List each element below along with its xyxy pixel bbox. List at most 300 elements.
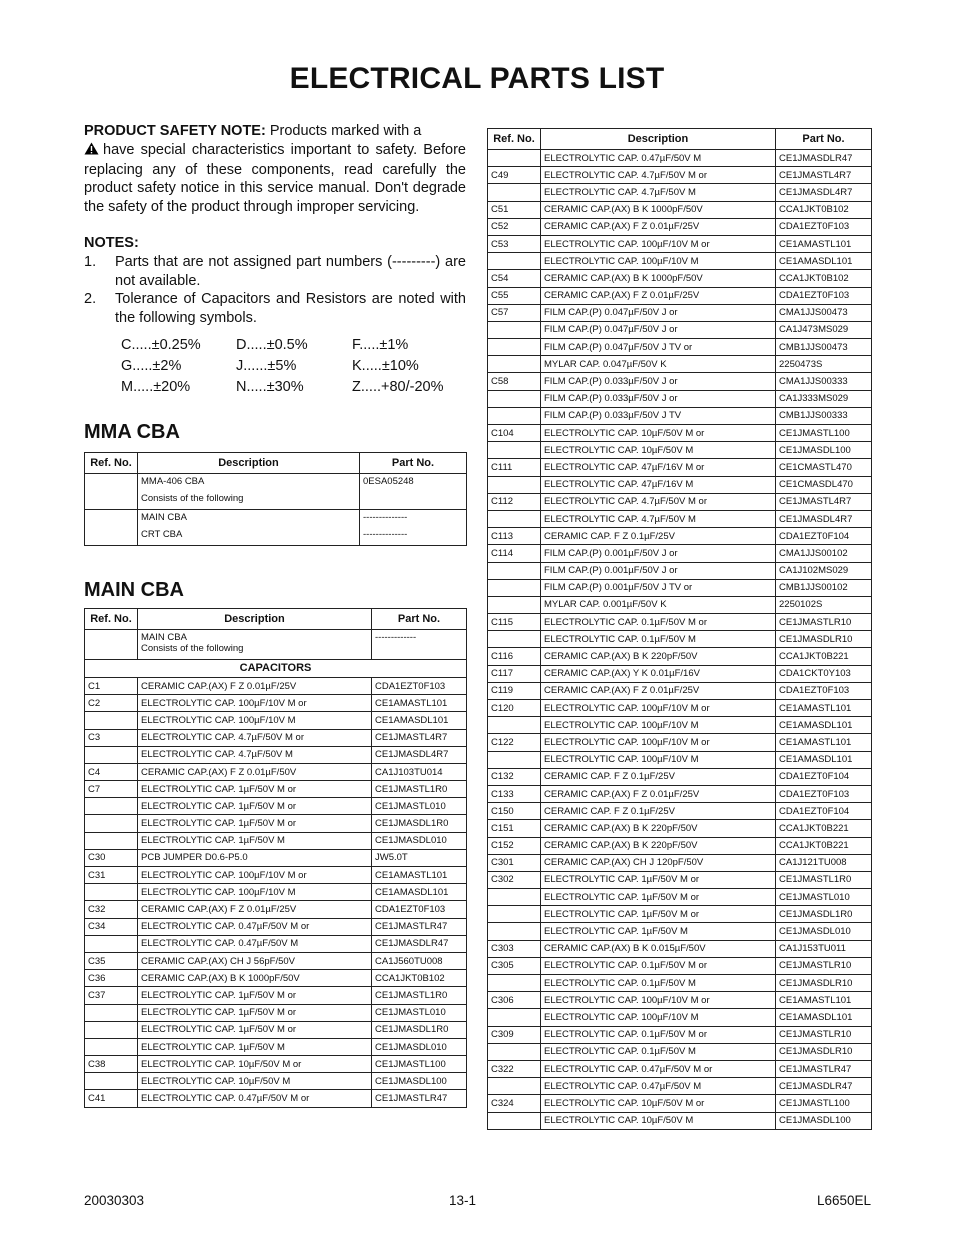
description-cell — [138, 629, 372, 659]
table-row — [85, 935, 467, 952]
part-cell: ------------- — [372, 629, 467, 659]
description-line: MAIN CBA — [141, 511, 187, 523]
tolerance-symbol: F.....±1% — [352, 336, 409, 353]
table-row — [488, 820, 872, 837]
description-line: Consists of the following — [141, 642, 244, 654]
part-cell: CE1JMASDL1R0 — [372, 815, 467, 832]
description-cell: ELECTROLYTIC CAP. 0.1µF/50V M — [541, 631, 776, 648]
part-cell: CDA1EZT0F104 — [776, 803, 872, 820]
description-cell: ELECTROLYTIC CAP. 100µF/10V M or — [138, 867, 372, 884]
part-cell: CE1JMASDL4R7 — [776, 510, 872, 527]
description-cell: ELECTROLYTIC CAP. 1µF/50V M or — [138, 815, 372, 832]
ref-cell: C7 — [85, 781, 138, 798]
table-row — [488, 785, 872, 802]
part-cell: CE1JMASTL1R0 — [776, 871, 872, 888]
part-cell: CE1JMASDLR10 — [776, 1043, 872, 1060]
part-cell: CDA1EZT0F104 — [776, 768, 872, 785]
category-label: CAPACITORS — [85, 659, 467, 677]
description-cell: ELECTROLYTIC CAP. 100µF/10V M — [541, 717, 776, 734]
table-row — [488, 1026, 872, 1043]
description-cell: CERAMIC CAP.(AX) F Z 0.01µF/25V — [541, 682, 776, 699]
table-row — [488, 957, 872, 974]
part-cell: CCA1JKT0B102 — [776, 270, 872, 287]
ref-cell: C35 — [85, 952, 138, 969]
description-cell: FILM CAP.(P) 0.047µF/50V J TV or — [541, 339, 776, 356]
table-row — [85, 815, 467, 832]
part-line: -------------- — [363, 528, 408, 540]
part-cell: CE1JMASDLR10 — [776, 631, 872, 648]
footer-page-number: 13-1 — [449, 1193, 477, 1208]
ref-cell: C41 — [85, 1090, 138, 1107]
table-row — [85, 729, 467, 746]
table-row — [85, 798, 467, 815]
tolerance-symbol: Z.....+80/-20% — [352, 378, 444, 395]
ref-header: Ref. No. — [488, 129, 541, 150]
description-cell: ELECTROLYTIC CAP. 1µF/50V M — [541, 923, 776, 940]
part-cell: CDA1EZT0F103 — [776, 785, 872, 802]
description-header: Description — [138, 608, 372, 629]
part-cell: CCA1JKT0B221 — [776, 820, 872, 837]
part-cell: CA1J102MS029 — [776, 562, 872, 579]
ref-cell — [488, 184, 541, 201]
part-cell: CE1JMASDL010 — [776, 923, 872, 940]
table-row — [488, 1112, 872, 1129]
description-line: Consists of the following — [141, 492, 244, 504]
table-row — [488, 1078, 872, 1095]
part-cell: CE1AMASTL101 — [776, 700, 872, 717]
notes-list — [84, 253, 466, 328]
ref-cell — [488, 923, 541, 940]
table-row — [488, 906, 872, 923]
ref-header: Ref. No. — [85, 608, 138, 629]
ref-cell: C53 — [488, 235, 541, 252]
description-cell: ELECTROLYTIC CAP. 1µF/50V M — [138, 832, 372, 849]
ref-cell: C114 — [488, 545, 541, 562]
table-row — [85, 901, 467, 918]
description-header: Description — [138, 452, 360, 473]
table-row — [85, 1021, 467, 1038]
description-cell: FILM CAP.(P) 0.033µF/50V J TV — [541, 407, 776, 424]
table-row — [488, 476, 872, 493]
description-line: MMA-406 CBA — [141, 475, 205, 487]
part-cell: CDA1EZT0F103 — [776, 287, 872, 304]
safety-note — [84, 122, 466, 217]
part-cell: CE1AMASTL101 — [776, 734, 872, 751]
table-row — [488, 854, 872, 871]
tolerance-symbol: C.....±0.25% — [121, 336, 201, 353]
table-row — [488, 201, 872, 218]
table-row — [488, 700, 872, 717]
ref-cell: C150 — [488, 803, 541, 820]
mma-cba-table — [84, 452, 467, 546]
ref-cell — [488, 253, 541, 270]
part-cell: CE1JMASDL010 — [372, 832, 467, 849]
description-cell: CERAMIC CAP.(AX) B K 220pF/50V — [541, 820, 776, 837]
table-row — [488, 1095, 872, 1112]
description-cell: ELECTROLYTIC CAP. 4.7µF/50V M or — [138, 729, 372, 746]
safety-note-text-a: Products marked with a — [269, 123, 422, 139]
ref-cell — [85, 1021, 138, 1038]
part-header: Part No. — [776, 129, 872, 150]
ref-cell: C4 — [85, 763, 138, 780]
part-cell: CMA1JJS00473 — [776, 304, 872, 321]
ref-header: Ref. No. — [85, 452, 138, 473]
description-cell: ELECTROLYTIC CAP. 47µF/16V M or — [541, 459, 776, 476]
part-cell: CE1JMASDL1R0 — [776, 906, 872, 923]
description-line: CRT CBA — [141, 528, 183, 540]
description-cell: ELECTROLYTIC CAP. 10µF/50V M — [541, 442, 776, 459]
table-row — [488, 923, 872, 940]
table-row — [85, 884, 467, 901]
part-cell: CMB1JJS00473 — [776, 339, 872, 356]
ref-cell — [85, 815, 138, 832]
description-cell: CERAMIC CAP. F Z 0.1µF/25V — [541, 528, 776, 545]
part-cell: CCA1JKT0B221 — [776, 837, 872, 854]
description-cell: ELECTROLYTIC CAP. 0.47µF/50V M or — [541, 1060, 776, 1077]
ref-cell: C104 — [488, 425, 541, 442]
table-row — [488, 579, 872, 596]
part-cell: CE1JMASTL010 — [372, 1004, 467, 1021]
part-cell: 2250102S — [776, 596, 872, 613]
part-cell: CE1AMASTL101 — [372, 695, 467, 712]
description-cell: CERAMIC CAP.(AX) CH J 120pF/50V — [541, 854, 776, 871]
description-cell: ELECTROLYTIC CAP. 100µF/10V M — [541, 751, 776, 768]
table-row — [85, 970, 467, 987]
part-cell: CE1JMASTL100 — [372, 1056, 467, 1073]
description-cell: ELECTROLYTIC CAP. 0.1µF/50V M — [541, 1043, 776, 1060]
ref-cell — [488, 717, 541, 734]
table-row — [488, 751, 872, 768]
part-cell: 2250473S — [776, 356, 872, 373]
description-cell: ELECTROLYTIC CAP. 1µF/50V M or — [138, 798, 372, 815]
part-cell: CE1JMASDL010 — [372, 1038, 467, 1055]
ref-cell — [488, 339, 541, 356]
part-cell: CE1JMASDL100 — [776, 1112, 872, 1129]
tolerance-grid — [121, 337, 466, 395]
ref-cell — [488, 1009, 541, 1026]
description-cell: CERAMIC CAP.(AX) F Z 0.01µF/25V — [541, 287, 776, 304]
description-cell: FILM CAP.(P) 0.001µF/50V J TV or — [541, 579, 776, 596]
part-cell: CA1J473MS029 — [776, 321, 872, 338]
ref-cell — [85, 746, 138, 763]
description-cell: ELECTROLYTIC CAP. 1µF/50V M or — [138, 1004, 372, 1021]
part-header: Part No. — [372, 608, 467, 629]
table-row — [488, 459, 872, 476]
ref-cell: C34 — [85, 918, 138, 935]
description-cell: ELECTROLYTIC CAP. 100µF/10V M — [541, 253, 776, 270]
ref-cell: C58 — [488, 373, 541, 390]
note-number: 1. — [84, 253, 97, 270]
ref-cell: C116 — [488, 648, 541, 665]
description-cell: ELECTROLYTIC CAP. 1µF/50V M or — [138, 781, 372, 798]
ref-cell: C152 — [488, 837, 541, 854]
table-row — [85, 867, 467, 884]
table-row — [488, 975, 872, 992]
description-cell: CERAMIC CAP.(AX) B K 1000pF/50V — [541, 201, 776, 218]
ref-cell: C112 — [488, 493, 541, 510]
description-cell: ELECTROLYTIC CAP. 100µF/10V M or — [541, 700, 776, 717]
part-cell: CDA1CKT0Y103 — [776, 665, 872, 682]
part-cell: CDA1EZT0F103 — [776, 682, 872, 699]
table-row — [488, 235, 872, 252]
part-cell: CE1JMASDLR47 — [372, 935, 467, 952]
description-cell: ELECTROLYTIC CAP. 1µF/50V M — [138, 1038, 372, 1055]
ref-cell: C306 — [488, 992, 541, 1009]
table-row — [488, 665, 872, 682]
part-cell: JW5.0T — [372, 849, 467, 866]
description-cell: MYLAR CAP. 0.047µF/50V K — [541, 356, 776, 373]
part-cell: CE1JMASTL100 — [776, 425, 872, 442]
part-cell: CE1JMASDL4R7 — [776, 184, 872, 201]
part-cell: CE1AMASDL101 — [776, 717, 872, 734]
part-cell: CE1JMASDLR10 — [776, 975, 872, 992]
table-row — [85, 629, 467, 659]
description-cell: ELECTROLYTIC CAP. 10µF/50V M or — [138, 1056, 372, 1073]
part-cell: CE1CMASDL470 — [776, 476, 872, 493]
description-cell: CERAMIC CAP. F Z 0.1µF/25V — [541, 768, 776, 785]
description-cell: ELECTROLYTIC CAP. 100µF/10V M — [541, 1009, 776, 1026]
description-cell: CERAMIC CAP.(AX) B K 1000pF/50V — [138, 970, 372, 987]
description-cell: CERAMIC CAP.(AX) CH J 56pF/50V — [138, 952, 372, 969]
description-cell: ELECTROLYTIC CAP. 0.47µF/50V M — [138, 935, 372, 952]
description-cell: CERAMIC CAP.(AX) F Z 0.01µF/25V — [138, 677, 372, 694]
ref-cell: C51 — [488, 201, 541, 218]
table-row — [488, 270, 872, 287]
part-cell: CDA1EZT0F103 — [372, 677, 467, 694]
part-cell: CA1J560TU008 — [372, 952, 467, 969]
ref-cell: C36 — [85, 970, 138, 987]
footer-model: L6650EL — [816, 1193, 871, 1208]
part-cell: CE1JMASDL1R0 — [372, 1021, 467, 1038]
ref-cell — [488, 562, 541, 579]
table-row — [488, 631, 872, 648]
tolerance-symbol: N.....±30% — [236, 378, 304, 395]
table-row — [85, 849, 467, 866]
table-row — [488, 167, 872, 184]
ref-cell: C52 — [488, 218, 541, 235]
note-item — [84, 290, 466, 328]
ref-cell — [85, 473, 138, 509]
table-row — [488, 528, 872, 545]
description-cell: CERAMIC CAP.(AX) F Z 0.01µF/50V — [138, 763, 372, 780]
part-cell: CMA1JJS00333 — [776, 373, 872, 390]
part-cell: CE1AMASDL101 — [372, 712, 467, 729]
ref-cell: C113 — [488, 528, 541, 545]
table-row — [488, 356, 872, 373]
part-cell: CE1JMASDLR47 — [776, 150, 872, 167]
part-cell: CE1AMASTL101 — [372, 867, 467, 884]
ref-cell — [488, 906, 541, 923]
description-cell: ELECTROLYTIC CAP. 100µF/10V M or — [541, 235, 776, 252]
description-cell: ELECTROLYTIC CAP. 0.47µF/50V M or — [138, 918, 372, 935]
ref-cell — [488, 1112, 541, 1129]
ref-cell — [85, 1004, 138, 1021]
part-header: Part No. — [360, 452, 467, 473]
part-cell: CMB1JJS00333 — [776, 407, 872, 424]
part-cell: CE1JMASTL4R7 — [776, 493, 872, 510]
ref-cell: C1 — [85, 677, 138, 694]
main-cba-heading: MAIN CBA — [84, 578, 184, 601]
ref-cell: C115 — [488, 614, 541, 631]
description-cell: ELECTROLYTIC CAP. 10µF/50V M or — [541, 425, 776, 442]
table-row — [85, 1056, 467, 1073]
ref-cell — [488, 751, 541, 768]
table-row — [488, 150, 872, 167]
note-number: 2. — [84, 291, 97, 308]
ref-cell: C301 — [488, 854, 541, 871]
description-cell: ELECTROLYTIC CAP. 0.47µF/50V M — [541, 1078, 776, 1095]
part-cell: CE1JMASTL1R0 — [372, 781, 467, 798]
ref-cell — [488, 1078, 541, 1095]
part-cell: CE1JMASTL4R7 — [776, 167, 872, 184]
tolerance-symbol: K.....±10% — [352, 357, 419, 374]
table-row — [488, 218, 872, 235]
ref-cell — [85, 884, 138, 901]
table-row — [488, 717, 872, 734]
table-row — [488, 734, 872, 751]
table-row — [488, 545, 872, 562]
ref-cell — [85, 629, 138, 659]
description-cell: FILM CAP.(P) 0.033µF/50V J or — [541, 373, 776, 390]
description-cell: FILM CAP.(P) 0.001µF/50V J or — [541, 545, 776, 562]
description-header: Description — [541, 129, 776, 150]
table-row — [488, 837, 872, 854]
description-cell: FILM CAP.(P) 0.047µF/50V J or — [541, 304, 776, 321]
table-row — [488, 889, 872, 906]
ref-cell: C30 — [85, 849, 138, 866]
table-row — [488, 682, 872, 699]
description-cell: ELECTROLYTIC CAP. 0.47µF/50V M or — [138, 1090, 372, 1107]
table-row — [488, 992, 872, 1009]
description-cell: ELECTROLYTIC CAP. 100µF/10V M or — [541, 734, 776, 751]
ref-cell — [488, 631, 541, 648]
table-row — [488, 425, 872, 442]
part-cell: CDA1EZT0F103 — [776, 218, 872, 235]
description-cell: ELECTROLYTIC CAP. 47µF/16V M — [541, 476, 776, 493]
part-cell: CE1JMASTLR47 — [372, 1090, 467, 1107]
note-item — [84, 253, 466, 291]
part-cell: CDA1EZT0F104 — [776, 528, 872, 545]
ref-cell: C132 — [488, 768, 541, 785]
tolerance-symbol: G.....±2% — [121, 357, 182, 374]
tolerance-symbol: D.....±0.5% — [236, 336, 308, 353]
part-cell: CE1CMASTL470 — [776, 459, 872, 476]
ref-cell — [488, 356, 541, 373]
table-row — [85, 509, 467, 545]
description-line: MAIN CBA — [141, 631, 187, 643]
table-row — [85, 1073, 467, 1090]
description-cell: ELECTROLYTIC CAP. 0.1µF/50V M or — [541, 957, 776, 974]
part-cell: CA1J121TU008 — [776, 854, 872, 871]
table-row — [85, 1038, 467, 1055]
left-column — [84, 122, 466, 1108]
ref-cell: C111 — [488, 459, 541, 476]
ref-cell: C38 — [85, 1056, 138, 1073]
description-cell: FILM CAP.(P) 0.033µF/50V J or — [541, 390, 776, 407]
ref-cell: C305 — [488, 957, 541, 974]
notes-heading: NOTES: — [84, 234, 139, 251]
part-cell: CE1AMASDL101 — [372, 884, 467, 901]
ref-cell — [488, 1043, 541, 1060]
part-cell: CA1J153TU011 — [776, 940, 872, 957]
ref-cell: C133 — [488, 785, 541, 802]
part-cell: CA1J103TU014 — [372, 763, 467, 780]
ref-cell: C117 — [488, 665, 541, 682]
part-cell: CE1JMASDL4R7 — [372, 746, 467, 763]
description-cell: MYLAR CAP. 0.001µF/50V K — [541, 596, 776, 613]
table-row — [488, 253, 872, 270]
ref-cell: C122 — [488, 734, 541, 751]
table-row — [488, 1060, 872, 1077]
ref-cell — [85, 832, 138, 849]
description-cell: CERAMIC CAP.(AX) B K 1000pF/50V — [541, 270, 776, 287]
ref-cell — [488, 596, 541, 613]
right-column — [487, 128, 871, 1130]
part-cell: CE1AMASTL101 — [776, 992, 872, 1009]
ref-cell: C57 — [488, 304, 541, 321]
description-cell: ELECTROLYTIC CAP. 4.7µF/50V M or — [541, 167, 776, 184]
ref-cell — [488, 975, 541, 992]
ref-cell: C55 — [488, 287, 541, 304]
part-cell: CCA1JKT0B221 — [776, 648, 872, 665]
table-row — [85, 712, 467, 729]
description-cell: ELECTROLYTIC CAP. 4.7µF/50V M — [541, 510, 776, 527]
safety-note-label: PRODUCT SAFETY NOTE: — [84, 123, 266, 139]
description-cell: ELECTROLYTIC CAP. 4.7µF/50V M or — [541, 493, 776, 510]
ref-cell — [488, 579, 541, 596]
ref-cell: C151 — [488, 820, 541, 837]
description-cell: ELECTROLYTIC CAP. 10µF/50V M or — [541, 1095, 776, 1112]
table-row — [488, 768, 872, 785]
tolerance-symbol: J......±5% — [236, 357, 297, 374]
ref-cell: C54 — [488, 270, 541, 287]
part-cell: CMA1JJS00102 — [776, 545, 872, 562]
description-cell: CERAMIC CAP.(AX) F Z 0.01µF/25V — [541, 218, 776, 235]
description-cell: ELECTROLYTIC CAP. 10µF/50V M — [138, 1073, 372, 1090]
table-row — [488, 304, 872, 321]
table-row — [488, 287, 872, 304]
table-row — [488, 1043, 872, 1060]
note-text: Tolerance of Capacitors and Resistors are noted with the following symbols. — [115, 291, 466, 327]
part-cell: CE1AMASTL101 — [776, 235, 872, 252]
description-cell — [138, 509, 360, 545]
ref-cell — [85, 935, 138, 952]
ref-cell — [85, 509, 138, 545]
part-cell: CE1JMASTL100 — [776, 1095, 872, 1112]
description-cell: ELECTROLYTIC CAP. 100µF/10V M or — [138, 695, 372, 712]
description-cell: ELECTROLYTIC CAP. 100µF/10V M — [138, 712, 372, 729]
table-row — [488, 596, 872, 613]
ref-cell — [488, 510, 541, 527]
part-cell: CE1JMASTLR47 — [776, 1060, 872, 1077]
description-cell: CERAMIC CAP.(AX) B K 0.015µF/50V — [541, 940, 776, 957]
part-cell: CCA1JKT0B102 — [776, 201, 872, 218]
note-text: Parts that are not assigned part numbers (---------) are not available. — [115, 253, 466, 289]
part-cell: CCA1JKT0B102 — [372, 970, 467, 987]
table-row — [488, 390, 872, 407]
ref-cell — [488, 150, 541, 167]
table-row — [488, 321, 872, 338]
table-row — [85, 832, 467, 849]
ref-cell: C32 — [85, 901, 138, 918]
description-cell: ELECTROLYTIC CAP. 1µF/50V M or — [138, 987, 372, 1004]
ref-cell: C322 — [488, 1060, 541, 1077]
ref-cell: C324 — [488, 1095, 541, 1112]
ref-cell: C303 — [488, 940, 541, 957]
table-row — [85, 952, 467, 969]
table-row — [85, 1090, 467, 1107]
table-row — [85, 473, 467, 509]
